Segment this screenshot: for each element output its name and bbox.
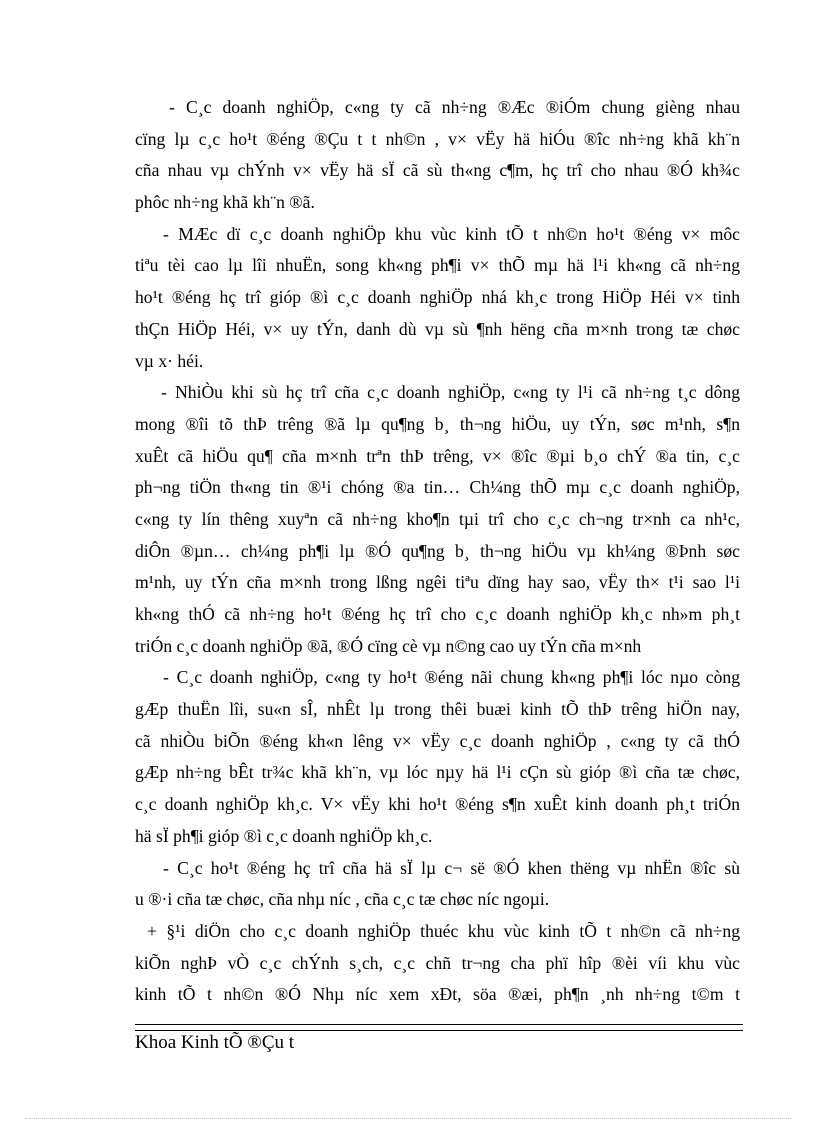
text-line: cña nhau vµ chÝnh v× vËy hä sÏ cã sù th«ng c¶m, hç trî cho nhau ®Ó kh¾c <box>135 160 740 181</box>
text-line: xuÊt cã hiÖu qu¶ cña m×nh trªn thÞ trêng, v× ®îc ®µi b¸o chÝ ®a tin, c¸c <box>135 445 740 466</box>
text-line: triÓn c¸c doanh nghiÖp ®ã, ®Ó cïng cè vµ n©ng cao uy tÝn cña m×nh <box>135 635 642 656</box>
text-line: c¸c doanh nghiÖp kh¸c. V× vËy khi ho¹t ®éng s¶n xuÊt kinh doanh ph¸t triÓn <box>135 794 740 815</box>
text-line: kinh tÕ t nh©n ®Ó Nhµ níc xem xÐt, söa ®æi, ph¶n ¸nh nh÷ng t©m t <box>135 984 740 1005</box>
text-line: gÆp nh÷ng bÊt tr¾c khã kh¨n, vµ lóc nµy hä l¹i cÇn sù gióp ®ì cña tæ chøc, <box>135 762 740 783</box>
text-line: + §¹i diÖn cho c¸c doanh nghiÖp thuéc khu vùc kinh tÕ t nh©n cã nh÷ng <box>147 920 740 941</box>
paragraph <box>135 92 740 219</box>
text-line: cã nhiÒu biÕn ®éng kh«n lêng v× vËy c¸c doanh nghiÖp , c«ng ty cã thÓ <box>135 730 740 751</box>
text-line: - MÆc dï c¸c doanh nghiÖp khu vùc kinh tÕ t nh©n ho¹t ®éng v× môc <box>163 223 740 244</box>
text-line: - C¸c ho¹t ®éng hç trî cña hä sÏ lµ c¬ së ®Ó khen thëng vµ nhËn ®îc sù <box>163 857 740 878</box>
text-line: tiªu tèi cao lµ lîi nhuËn, song kh«ng ph¶i v× thÕ mµ hä l¹i kh«ng cã nh÷ng <box>135 255 740 276</box>
text-line: m¹nh, uy tÝn cña m×nh trong lßng ngêi tiªu dïng hay sao, vËy th× t¹i sao l¹i <box>135 572 740 593</box>
paragraph <box>135 916 740 1011</box>
paragraph <box>135 853 740 916</box>
text-line: cïng lµ c¸c ho¹t ®éng ®Çu t t nh©n , v× vËy hä hiÓu ®îc nh÷ng khã kh¨n <box>135 128 740 149</box>
text-line: ph¬ng tiÖn th«ng tin ®¹i chóng ®a tin… Ch¼ng thÕ mµ c¸c doanh nghiÖp, <box>135 477 740 498</box>
text-line: u ®·i cña tæ chøc, cña nhµ níc , cña c¸c tæ chøc níc ngoµi. <box>135 889 550 910</box>
text-line: thÇn HiÖp Héi, v× uy tÝn, danh dù vµ sù ¶nh hëng cña m×nh trong tæ chøc <box>135 318 740 339</box>
text-line: - NhiÒu khi sù hç trî cña c¸c doanh nghiÖp, c«ng ty l¹i cã nh÷ng t¸c dông <box>161 382 740 403</box>
paragraph <box>135 377 740 662</box>
text-line: - C¸c doanh nghiÖp, c«ng ty ho¹t ®éng nãi chung kh«ng ph¶i lóc nµo còng <box>163 667 740 688</box>
text-line: gÆp thuËn lîi, su«n sÎ, nhÊt lµ trong thêi buæi kinh tÕ thÞ trêng hiÖn nay, <box>135 699 740 720</box>
text-line: ho¹t ®éng hç trî gióp ®ì c¸c doanh nghiÖp nhá kh¸c trong HiÖp Héi v× tinh <box>135 287 740 308</box>
text-line: phôc nh÷ng khã kh¨n ®ã. <box>135 192 315 213</box>
footer-label: Khoa Kinh tÕ ®Çu t <box>135 1032 295 1053</box>
text-line: kh«ng thÓ cã nh÷ng ho¹t ®éng hç trî cho c¸c doanh nghiÖp kh¸c nh»m ph¸t <box>135 604 740 624</box>
text-line: hä sÏ ph¶i gióp ®ì c¸c doanh nghiÖp kh¸c. <box>135 825 433 846</box>
body-text <box>135 92 740 1011</box>
text-line: mong ®îi tõ thÞ trêng ®ã lµ qu¶ng b¸ th¬ng hiÖu, uy tÝn, søc m¹nh, s¶n <box>135 413 740 434</box>
text-line: - C¸c doanh nghiÖp, c«ng ty cã nh÷ng ®Æc ®iÓm chung gièng nhau <box>169 97 740 117</box>
paragraph <box>135 219 740 377</box>
text-line: kiÕn nghÞ vÒ c¸c chÝnh s¸ch, c¸c chñ tr¬ng cha phï hîp ®èi víi khu vùc <box>135 952 740 973</box>
text-line: c«ng ty lín thêng xuyªn cã nh÷ng kho¶n tµi trî cho c¸c ch¬ng tr×nh ca nh¹c, <box>135 508 740 529</box>
page-bottom-border <box>25 1118 791 1119</box>
text-line: vµ x· héi. <box>135 350 204 371</box>
text-line: diÔn ®µn… ch¼ng ph¶i lµ ®Ó qu¶ng b¸ th¬ng hiÖu vµ kh¼ng ®Þnh søc <box>135 540 740 561</box>
paragraph <box>135 662 740 852</box>
